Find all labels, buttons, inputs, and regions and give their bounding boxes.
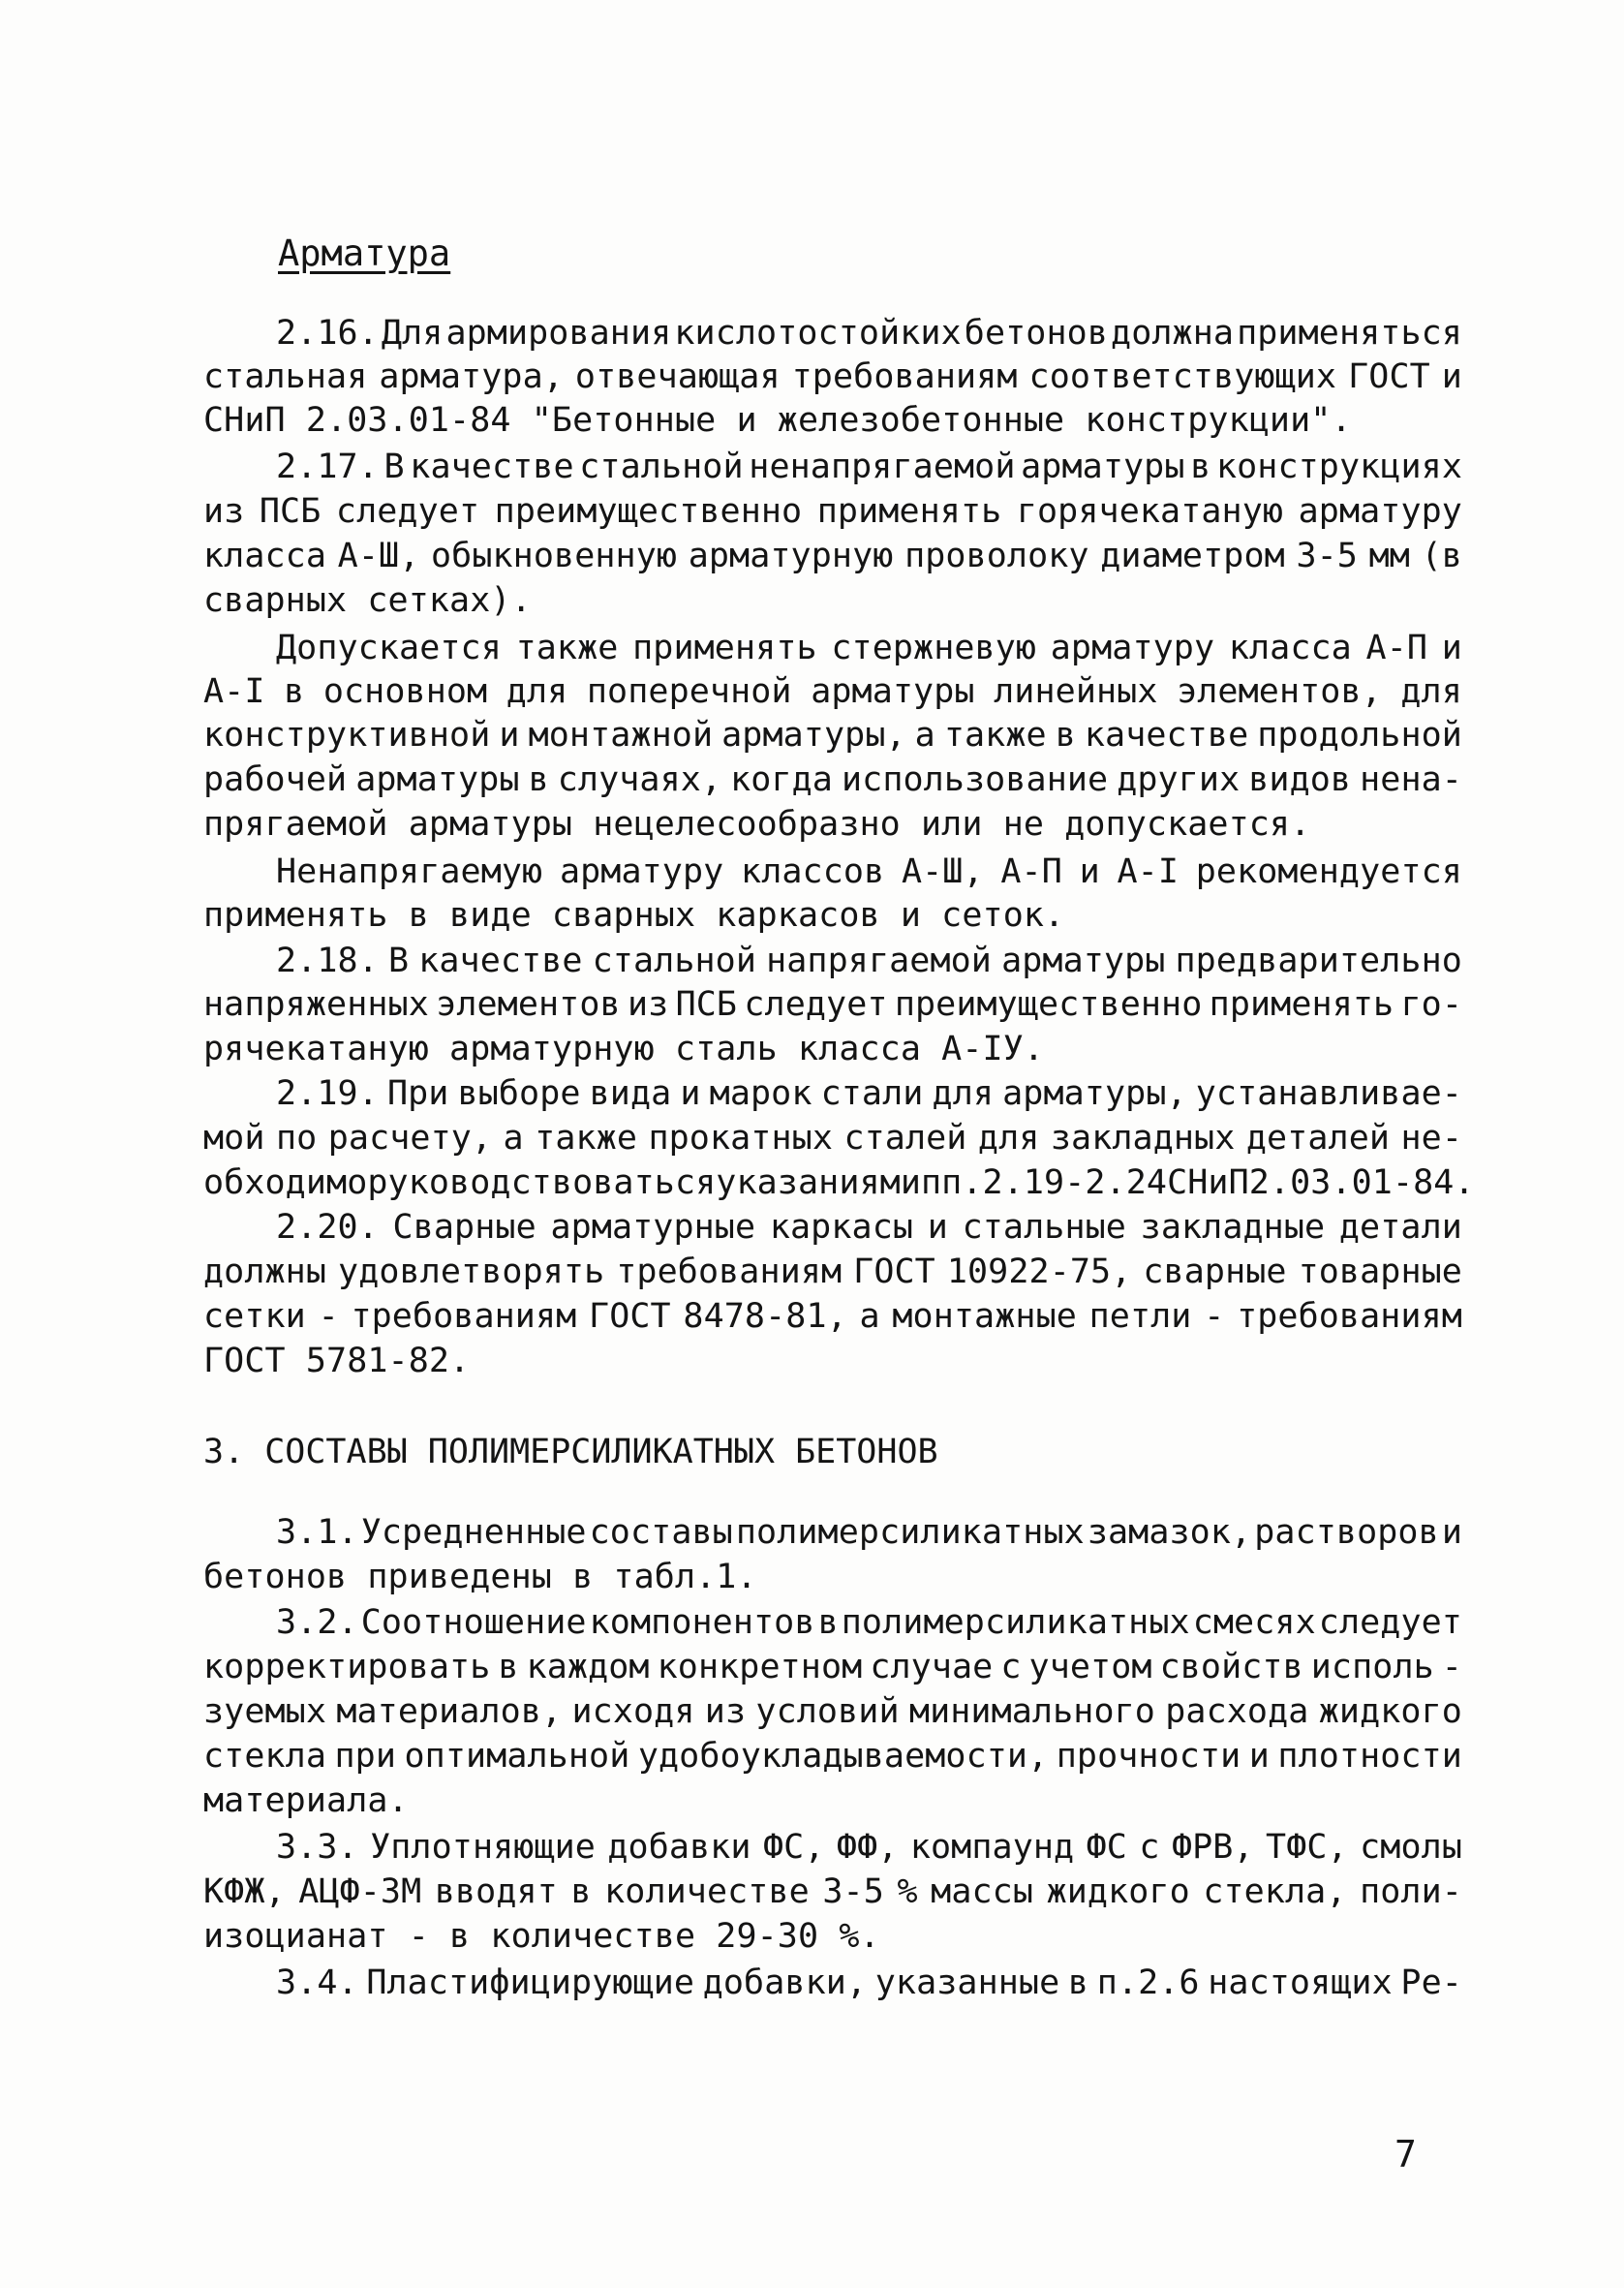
word: прочности [1056, 1737, 1241, 1776]
word: указаниями [716, 1163, 922, 1202]
word: кислотостойких [674, 314, 962, 353]
paragraph-line [276, 1599, 1462, 1646]
word: Усредненные [360, 1513, 587, 1552]
word: ТФС, [1266, 1828, 1348, 1867]
word: СНиП [1167, 1163, 1249, 1202]
word: (в [1421, 537, 1462, 575]
paragraph-line [276, 1824, 1462, 1871]
word: растворов [1254, 1513, 1439, 1552]
word: арматуры, [1002, 1074, 1187, 1113]
word: выборе [457, 1074, 581, 1113]
word: в [1190, 448, 1211, 486]
word: в [498, 1648, 519, 1686]
word: А-I [203, 672, 265, 711]
word: смесях [1192, 1603, 1316, 1642]
word: для [932, 1074, 995, 1113]
word: - [1441, 1648, 1462, 1686]
paragraph-line [203, 1115, 1462, 1161]
word: удобоукладываемости, [637, 1737, 1049, 1776]
word: качестве [410, 448, 574, 486]
word: настоящих [1208, 1963, 1393, 2002]
word: когда [730, 760, 833, 799]
word: в [1055, 716, 1076, 755]
word: с [1000, 1648, 1022, 1686]
word: мм [1368, 537, 1410, 575]
word: Ре- [1400, 1963, 1462, 2002]
word: вводят [434, 1872, 558, 1911]
word: элементов, [1177, 672, 1382, 711]
paragraph-line [203, 488, 1462, 535]
word: 3.3. [276, 1828, 358, 1867]
word: диаметром [1100, 537, 1285, 575]
word: классов [741, 852, 885, 891]
word: поли- [1360, 1872, 1462, 1911]
paragraph-line [203, 1644, 1462, 1690]
word: в [1067, 1963, 1089, 2002]
word: ПСБ [259, 492, 322, 531]
word: из [203, 492, 245, 531]
paragraph-line: сварных сетках). [203, 581, 532, 620]
word: рекомендуется [1195, 852, 1462, 891]
word: 2.03.01-84. [1248, 1163, 1475, 1202]
word: петли [1088, 1297, 1192, 1336]
word: обходимо [203, 1163, 368, 1202]
word: мой [203, 1119, 265, 1158]
paragraph-line [203, 668, 1462, 715]
word: плотности [1277, 1737, 1462, 1776]
word: А-Ш, [337, 537, 420, 575]
word: предварительно [1175, 942, 1462, 980]
paragraph-line: рячекатаную арматурную сталь класса А-IУ. [203, 1030, 1045, 1068]
word: замазок, [1087, 1513, 1252, 1552]
word: поперечной [586, 672, 792, 711]
word: минимального [908, 1692, 1155, 1731]
word: А-Ш, [901, 852, 984, 891]
word: арматуры [1021, 448, 1185, 486]
word: класса [203, 537, 327, 575]
word: и [1079, 852, 1100, 891]
paragraph-line [203, 533, 1462, 579]
word: из [627, 985, 669, 1024]
word: товарные [1298, 1252, 1462, 1291]
word: условий [755, 1692, 900, 1731]
paragraph-line [276, 849, 1462, 895]
word: Пластифицирующие [366, 1963, 695, 2002]
word: элементов [436, 985, 621, 1024]
word: сталей [843, 1119, 967, 1158]
word: вида [589, 1074, 672, 1113]
word: детали [1338, 1208, 1462, 1247]
word: 8478-81, [683, 1297, 847, 1336]
word: арматуры [811, 672, 975, 711]
word: Уплотняющие [370, 1828, 596, 1867]
word: стекла, [1203, 1872, 1347, 1911]
word: - [318, 1297, 339, 1336]
word: отвечающая [574, 357, 781, 396]
word: и [1248, 1737, 1270, 1776]
paragraph-line: прягаемой арматуры нецелесообразно или не допускается. [203, 805, 1311, 844]
word: - [1204, 1297, 1225, 1336]
paragraph-line [276, 625, 1462, 671]
word: материалов, [336, 1692, 563, 1731]
word: продольной [1257, 716, 1462, 755]
word: го- [1400, 985, 1462, 1024]
word: соответствующих [1028, 357, 1337, 396]
word: конструктивной [203, 716, 491, 755]
word: В [387, 942, 410, 980]
word: исполь [1310, 1648, 1434, 1686]
word: полимерсиликатных [841, 1603, 1190, 1642]
word: ненапрягаемой [749, 448, 1016, 486]
word: качестве [1084, 716, 1249, 755]
word: ПСБ [675, 985, 738, 1024]
word: ФС, [763, 1828, 825, 1867]
word: применять [632, 629, 817, 667]
word: 2.17. [276, 448, 379, 486]
word: удовлетворять [338, 1252, 605, 1291]
word: арматура, [379, 357, 564, 396]
word: закладных [1050, 1119, 1236, 1158]
word: нена- [1360, 760, 1462, 799]
word: для [977, 1119, 1040, 1158]
word: указанные [874, 1963, 1060, 2002]
word: 3.1. [276, 1513, 358, 1552]
word: количестве [604, 1872, 810, 1911]
word: стальной [592, 942, 757, 980]
word: из [704, 1692, 747, 1731]
word: зуемых [203, 1692, 327, 1731]
word: использование [841, 760, 1109, 799]
word: видов [1248, 760, 1352, 799]
word: арматуры [355, 760, 520, 799]
paragraph-line [276, 1070, 1462, 1117]
word: преимущественно [494, 492, 803, 531]
word: АЦФ-3М [298, 1872, 422, 1911]
word: и [1441, 629, 1462, 667]
word: монтажные [892, 1297, 1077, 1336]
word: закладные [1140, 1208, 1326, 1247]
word: также [535, 1119, 638, 1158]
word: и [680, 1074, 701, 1113]
word: жидкого [1318, 1692, 1462, 1731]
word: А-П [1000, 852, 1062, 891]
word: а [503, 1119, 524, 1158]
word: свойств [1159, 1648, 1303, 1686]
word: преимущественно [894, 985, 1203, 1024]
word: ФРВ, [1171, 1828, 1254, 1867]
word: требованиям [791, 357, 1018, 396]
word: напрягаемой [766, 942, 992, 980]
word: стержневую [831, 629, 1037, 667]
word: составы [589, 1513, 733, 1552]
word: добавки, [702, 1963, 868, 2002]
word: 3.4. [276, 1963, 358, 2002]
paragraph-line [276, 938, 1462, 984]
word: и [1441, 1513, 1462, 1552]
word: а [859, 1297, 880, 1336]
paragraph-line: материала. [203, 1781, 409, 1820]
word: жидкого [1046, 1872, 1190, 1911]
word: Для [381, 314, 444, 353]
paragraph-line [276, 1960, 1462, 2006]
word: пп. [921, 1163, 983, 1202]
word: по [275, 1119, 318, 1158]
paragraph-line [203, 712, 1462, 758]
word: Допускается [276, 629, 502, 667]
word: компаунд [909, 1828, 1075, 1867]
word: следует [1318, 1603, 1462, 1642]
word: ГОСТ [1348, 357, 1430, 396]
word: бетонов [964, 314, 1108, 353]
word: компонентов [589, 1603, 815, 1642]
paragraph-line [203, 1159, 1475, 1206]
word: при [334, 1737, 397, 1776]
paragraph-line [203, 1869, 1462, 1915]
paragraph-line: бетонов приведены в табл.1. [203, 1558, 757, 1596]
word: А-П [1365, 629, 1428, 667]
word: массы [931, 1872, 1034, 1911]
paragraph-line [203, 757, 1462, 803]
paragraph-line: применять в виде сварных каркасов и сеток. [203, 896, 1065, 935]
paragraph-line: ГОСТ 5781-82. [203, 1342, 471, 1380]
word: исходя [571, 1692, 695, 1731]
word: следует [744, 985, 888, 1024]
word: стальные [962, 1208, 1126, 1247]
paragraph-line [203, 1688, 1462, 1735]
word: конструкциях [1215, 448, 1462, 486]
paragraph-line [276, 444, 1462, 490]
word: конкретном [657, 1648, 863, 1686]
word: п.2.6 [1096, 1963, 1200, 2002]
word: сетки [203, 1297, 306, 1336]
word: и [499, 716, 520, 755]
word: и [927, 1208, 948, 1247]
word: не- [1400, 1119, 1462, 1158]
word: ФС [1086, 1828, 1127, 1867]
word: 2.20. [276, 1208, 379, 1247]
word: каждом [526, 1648, 650, 1686]
word: оптимальной [404, 1737, 630, 1776]
word: 2.18. [276, 942, 379, 980]
word: в [528, 760, 549, 799]
word: горячекатаную [1016, 492, 1284, 531]
word: В [383, 448, 405, 486]
word: с [1139, 1828, 1160, 1867]
paragraph-line: изоцианат - в количестве 29-30 %. [203, 1917, 880, 1956]
word: случае [870, 1648, 994, 1686]
word: в [284, 672, 305, 711]
word: требованиям [351, 1297, 577, 1336]
word: для [506, 672, 568, 711]
paragraph-line [276, 1509, 1462, 1556]
word: 10922-75, [946, 1252, 1132, 1291]
word: также [515, 629, 619, 667]
word: арматуры [1001, 942, 1166, 980]
word: арматуру [1050, 629, 1215, 667]
word: устанавливае- [1195, 1074, 1462, 1113]
word: класса [1228, 629, 1352, 667]
word: ГОСТ [589, 1297, 671, 1336]
word: 2.19. [276, 1074, 379, 1113]
word: должна [1111, 314, 1235, 353]
word: обыкновенную [431, 537, 678, 575]
word: напряженных [203, 985, 429, 1024]
word: проволоку [904, 537, 1089, 575]
word: 3-5 [1296, 537, 1358, 575]
word: случаях, [557, 760, 722, 799]
word: для [1400, 672, 1462, 711]
word: монтажной [528, 716, 714, 755]
word: стали [820, 1074, 924, 1113]
word: % [897, 1872, 918, 1911]
word: сварные [1143, 1252, 1287, 1291]
word: качестве [418, 942, 583, 980]
word: других [1117, 760, 1241, 799]
word: арматурные [550, 1208, 756, 1247]
word: армирования [445, 314, 672, 353]
word: 2.16. [276, 314, 379, 353]
word: 2.19-2.24 [982, 1163, 1168, 1202]
word: А-I [1117, 852, 1180, 891]
section-heading: Арматура [278, 232, 451, 274]
word: Сварные [392, 1208, 536, 1247]
word: полимерсиликатных [735, 1513, 1085, 1552]
paragraph-line [276, 310, 1462, 356]
word: расчету, [327, 1119, 493, 1158]
word: должны [203, 1252, 327, 1291]
word: в [817, 1603, 839, 1642]
word: ФФ, [836, 1828, 899, 1867]
paragraph-line [203, 981, 1462, 1028]
word: каркасы [769, 1208, 914, 1247]
word: также [943, 716, 1047, 755]
word: в [570, 1872, 592, 1911]
word: ГОСТ [853, 1252, 935, 1291]
word: добавки [607, 1828, 751, 1867]
word: КФЖ, [203, 1872, 286, 1911]
word: требованиям [616, 1252, 843, 1291]
word: корректировать [203, 1648, 491, 1686]
word: арматуру [559, 852, 724, 891]
word: арматуры, [721, 716, 906, 755]
paragraph-line [203, 1733, 1462, 1779]
paragraph-line [276, 1204, 1462, 1251]
word: применяться [1237, 314, 1462, 353]
word: При [386, 1074, 449, 1113]
word: расхода [1165, 1692, 1309, 1731]
word: 3.2. [276, 1603, 358, 1642]
word: стальная [203, 357, 368, 396]
word: стальной [579, 448, 744, 486]
word: основном [322, 672, 488, 711]
paragraph-line [203, 1293, 1462, 1340]
word: стекла [203, 1737, 327, 1776]
word: а [914, 716, 935, 755]
paragraph-line: СНиП 2.03.01-84 "Бетонные и железобетонные конструкции". [203, 401, 1352, 440]
word: требованиям [1237, 1297, 1462, 1336]
word: и [1441, 357, 1462, 396]
word: Ненапрягаемую [276, 852, 543, 891]
word: арматурную [688, 537, 894, 575]
word: прокатных [648, 1119, 833, 1158]
word: линейных [994, 672, 1158, 711]
word: марок [709, 1074, 812, 1113]
paragraph-line [203, 1249, 1462, 1295]
word: рабочей [203, 760, 348, 799]
page-number: 7 [1394, 2133, 1417, 2176]
word: деталей [1245, 1119, 1391, 1158]
word: Соотношение [360, 1603, 587, 1642]
word: 3-5 [822, 1872, 884, 1911]
word: применять [816, 492, 1002, 531]
chapter-heading: 3. СОСТАВЫ ПОЛИМЕРСИЛИКАТНЫХ БЕТОНОВ [203, 1433, 938, 1471]
word: применять [1209, 985, 1394, 1024]
word: смолы [1360, 1828, 1462, 1867]
word: следует [335, 492, 480, 531]
word: руководствоваться [367, 1163, 717, 1202]
word: арматуру [1298, 492, 1462, 531]
word: учетом [1028, 1648, 1152, 1686]
paragraph-line [203, 354, 1462, 400]
